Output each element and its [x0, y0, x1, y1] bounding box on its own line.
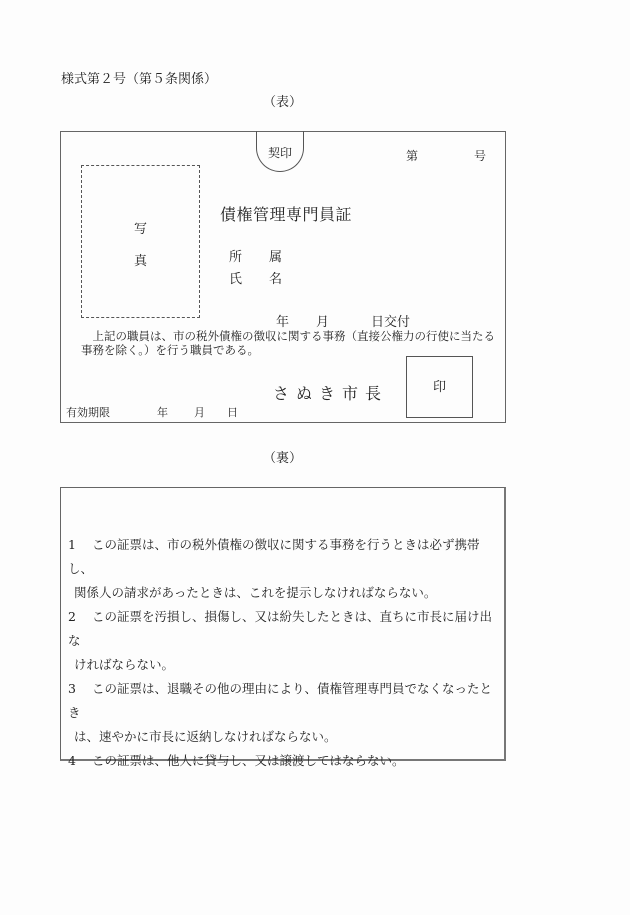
- issue-day: 日交付: [371, 315, 411, 330]
- photo-label-1: 写: [133, 222, 147, 237]
- affiliation-label-a: 所: [229, 250, 243, 265]
- note-item: [68, 605, 500, 677]
- issuer-name: さぬき市長: [273, 384, 389, 403]
- form-label: 様式第２号（第５条関係）: [61, 72, 218, 87]
- id-card-back: [60, 487, 506, 768]
- name-label-a: 氏: [229, 272, 243, 287]
- note-item: [68, 533, 500, 605]
- number-prefix: 第: [406, 149, 419, 163]
- note-number: 3: [68, 681, 76, 696]
- id-card-front: [60, 131, 506, 423]
- expiry-label: 有効期限: [66, 406, 110, 419]
- note-text: この証票は、市の税外債権の徴収に関する事務を行うときは必ず携帯し、: [68, 537, 480, 576]
- number-suffix: 号: [474, 149, 487, 163]
- note-continuation: は、速やかに市長に返納しなければならない。: [74, 729, 337, 744]
- tally-seal-mark: 契印: [256, 131, 304, 172]
- card-description: 上記の職員は、市の税外債権の徴収に関する事務（直接公権力の行使に当たる事務を除く。）を行う職員である。: [81, 329, 495, 357]
- note-text: この証票は、他人に貸与し、又は譲渡してはならない。: [92, 753, 405, 768]
- back-side-label: （裏）: [262, 451, 302, 466]
- name-label-b: 名: [269, 272, 283, 287]
- note-item: [68, 677, 500, 749]
- note-continuation: ければならない。: [74, 657, 175, 672]
- official-seal-box: 印: [406, 356, 473, 418]
- expiry-month: 月: [194, 406, 205, 419]
- affiliation-label-b: 属: [269, 250, 283, 265]
- photo-label-2: 真: [133, 254, 147, 269]
- card-title: 債権管理専門員証: [220, 205, 353, 224]
- issue-month: 月: [316, 315, 330, 330]
- note-continuation: 関係人の請求があったときは、これを提示しなければならない。: [74, 585, 437, 600]
- note-text: この証票を汚損し、損傷し、又は紛失したときは、直ちに市長に届け出な: [68, 609, 493, 648]
- expiry-day: 日: [227, 406, 238, 419]
- note-number: 2: [68, 609, 76, 624]
- notes-list: [68, 533, 500, 773]
- note-number: 1: [68, 537, 76, 552]
- photo-placeholder: [81, 165, 200, 318]
- note-number: 4: [68, 753, 76, 768]
- expiry-year: 年: [157, 406, 168, 419]
- front-side-label: （表）: [262, 95, 302, 110]
- issue-year: 年: [276, 315, 290, 330]
- note-text: この証票は、退職その他の理由により、債権管理専門員でなくなったとき: [68, 681, 493, 720]
- note-item: [68, 749, 500, 773]
